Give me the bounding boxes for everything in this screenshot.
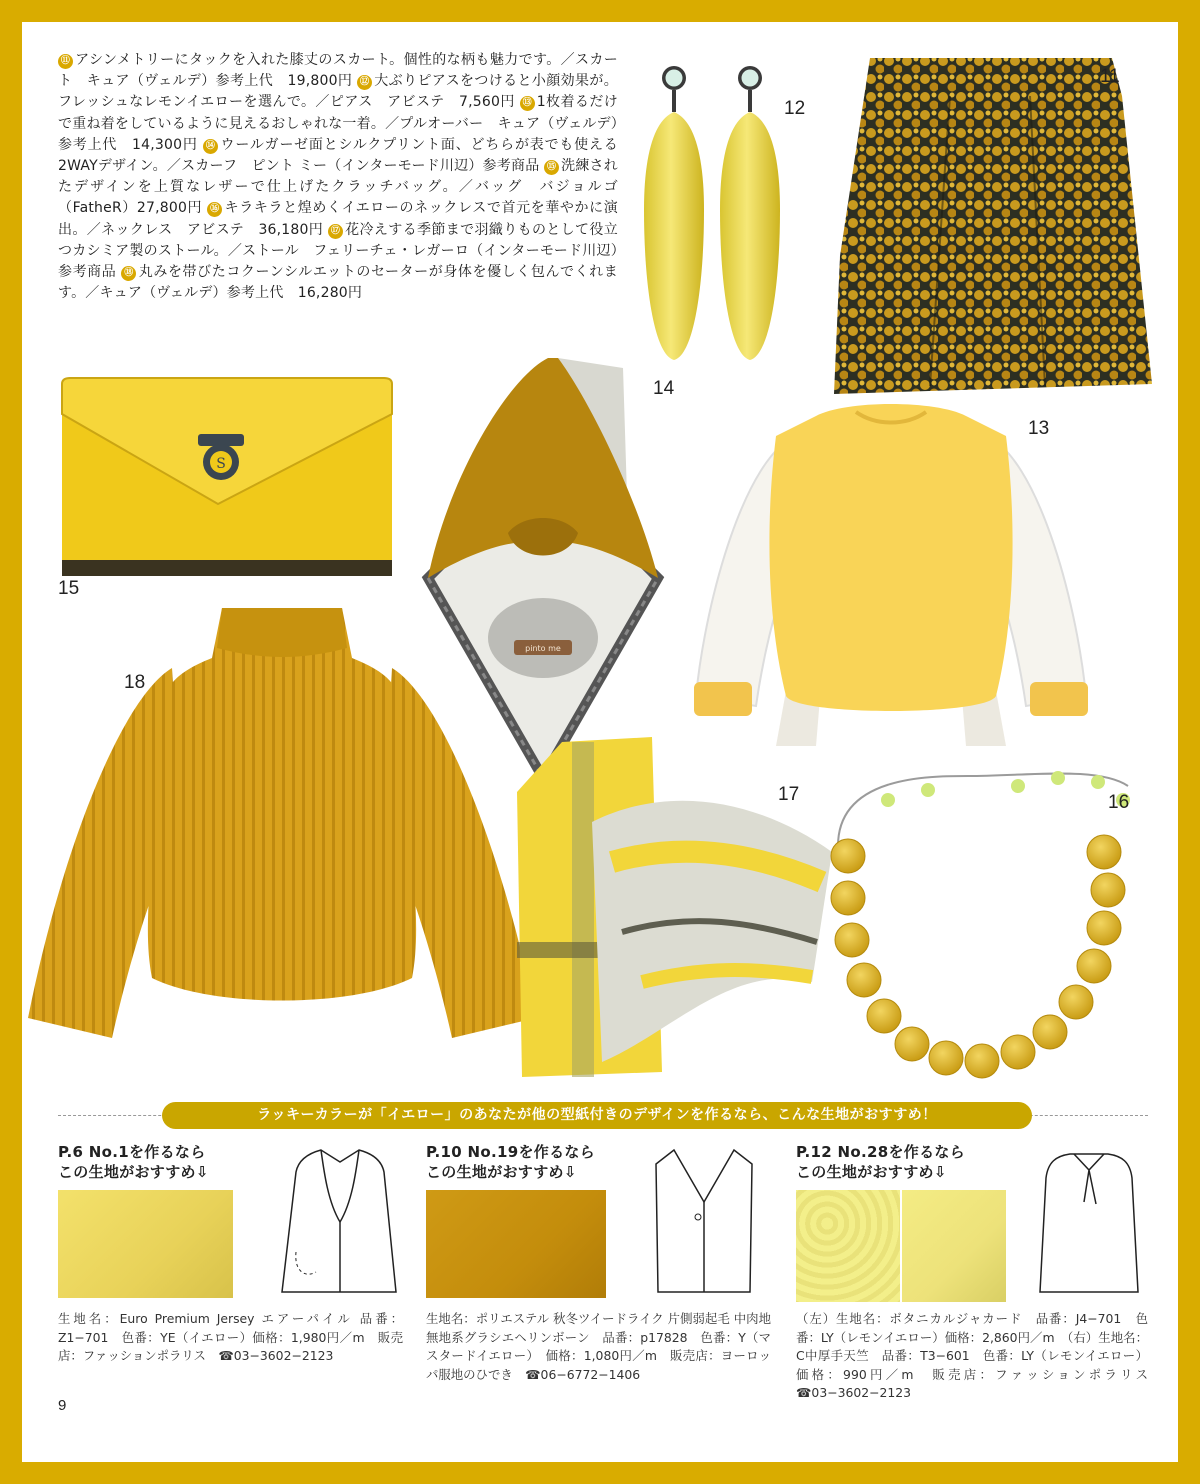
fabric-1-coat-drawing bbox=[266, 1142, 416, 1307]
fabric-1-title-line1: P.6 No.1を作るなら bbox=[58, 1143, 206, 1161]
item-number-16: 16 bbox=[1108, 792, 1130, 813]
fabric-3-swatch-right bbox=[902, 1190, 1006, 1302]
magazine-page bbox=[22, 22, 1178, 1462]
earring-left bbox=[644, 66, 704, 360]
item-number-18: 18 bbox=[124, 672, 146, 693]
desc-mark-12: ⑫ bbox=[357, 75, 372, 90]
fabric-1-swatch bbox=[58, 1190, 233, 1298]
recommendation-banner: ラッキーカラーが「イエロー」のあなたが他の型紙付きのデザインを作るなら、こんな生地がおすすめ！ bbox=[162, 1102, 1032, 1129]
fabric-2-title-line1: P.10 No.19を作るなら bbox=[426, 1143, 595, 1161]
item-number-11: 11 bbox=[1100, 66, 1120, 87]
item-number-13: 13 bbox=[1028, 418, 1050, 439]
page-number: 9 bbox=[58, 1397, 67, 1414]
item-number-15: 15 bbox=[58, 578, 80, 599]
item-number-12: 12 bbox=[784, 98, 806, 119]
desc-mark-17: ⑰ bbox=[328, 224, 343, 239]
fabric-2-title-line2: この生地がおすすめ⇩ bbox=[426, 1163, 577, 1181]
desc-text-14: ウールガーゼ面とシルクプリント面、どちらが表でも使える2WAYデザイン。／スカーフ ピント ミー（インターモード川辺）参考商品 bbox=[58, 136, 618, 175]
desc-mark-13: ⑬ bbox=[520, 96, 535, 111]
item-descriptions bbox=[58, 50, 618, 304]
earring-right bbox=[720, 66, 780, 360]
sweater-image bbox=[22, 598, 542, 1068]
fabric-2-description: 生地名：ポリエステル 秋冬ツイードライク 片側弱起毛 中肉地 無地系グラシエヘリンボーン 品番：p17828 色番：Y（マスタードイエロー） 価格：1,080円／m 販売店：ヨーロッパ服地のひでき ☎06−6772−1406 bbox=[426, 1311, 771, 1382]
desc-text-18: 丸みを帯びたコクーンシルエットのセーターが身体を優しく包んでくれます。／キュア（ヴェルデ）参考上代 16,280円 bbox=[58, 264, 618, 302]
item-number-17: 17 bbox=[778, 784, 800, 805]
fabric-3-title-line2: この生地がおすすめ⇩ bbox=[796, 1163, 947, 1181]
desc-text-17: 花冷えする季節まで羽織りものとして役立つカシミア製のストール。／ストール フェリーチェ・レガーロ（インターモード川辺）参考商品 bbox=[58, 221, 618, 281]
fabric-2-vest-drawing bbox=[634, 1142, 774, 1307]
desc-text-15: 洗練されたデザインを上質なレザーで仕上げたクラッチバッグ。／バッグ バジョルゴ（FatheR）27,800円 bbox=[58, 158, 618, 217]
desc-mark-14: ⑭ bbox=[203, 139, 218, 154]
fabric-1-description: 生地名：Euro Premium Jersey エアーパイル 品番：Z1−701 色番：YE（イエロー）価格：1,980円／m 販売店：ファッションポラリス ☎03−3602−2123 bbox=[58, 1311, 403, 1364]
desc-text-12: 大ぶりピアスをつけると小顔効果が。フレッシュなレモンイエローを選んで。／ピアス アビステ 7,560円 bbox=[58, 73, 619, 111]
desc-text-11: アシンメトリーにタックを入れた膝丈のスカート。個性的な柄も魅力です。／スカート キュア（ヴェルデ）参考上代 19,800円 bbox=[58, 52, 618, 90]
clutch-bag-image bbox=[58, 374, 398, 584]
desc-text-13: 1枚着るだけで重ね着をしているように見えるおしゃれな一着。／プルオーバー キュア（ヴェルデ）参考上代 14,300円 bbox=[58, 94, 619, 153]
pullover-image bbox=[686, 396, 1106, 756]
fabric-3-title-line1: P.12 No.28を作るなら bbox=[796, 1143, 965, 1161]
desc-mark-11: ⑪ bbox=[58, 54, 73, 69]
fabric-2-swatch bbox=[426, 1190, 606, 1298]
fabric-3-dress-drawing bbox=[1026, 1142, 1152, 1307]
necklace-image bbox=[818, 756, 1158, 1086]
desc-mark-18: ⑱ bbox=[121, 266, 136, 281]
item-number-14: 14 bbox=[653, 378, 675, 399]
scarf-tag-text: pinto me bbox=[525, 644, 561, 653]
skirt-image bbox=[830, 56, 1160, 396]
fabric-3-swatch-left bbox=[796, 1190, 900, 1302]
fabric-3-description: （左）生地名：ボタニカルジャカード 品番：J4−701 色番：LY（レモンイエロー）価格：2,860円／m （右）生地名：C中厚手天竺 品番：T3−601 色番：LY（レモンイエロー）価格：990円／m 販売店：ファッションポラリス ☎03−3602−2123 bbox=[796, 1311, 1161, 1401]
clutch-logo-text: S bbox=[216, 456, 226, 472]
desc-text-16: キラキラと煌めくイエローのネックレスで首元を華やかに演出。／ネックレス アビステ 36,180円 bbox=[58, 200, 618, 238]
earrings-image bbox=[632, 60, 792, 380]
desc-mark-15: ⑮ bbox=[544, 160, 559, 175]
fabric-1-title-line2: この生地がおすすめ⇩ bbox=[58, 1163, 209, 1181]
desc-mark-16: ⑯ bbox=[207, 202, 222, 217]
